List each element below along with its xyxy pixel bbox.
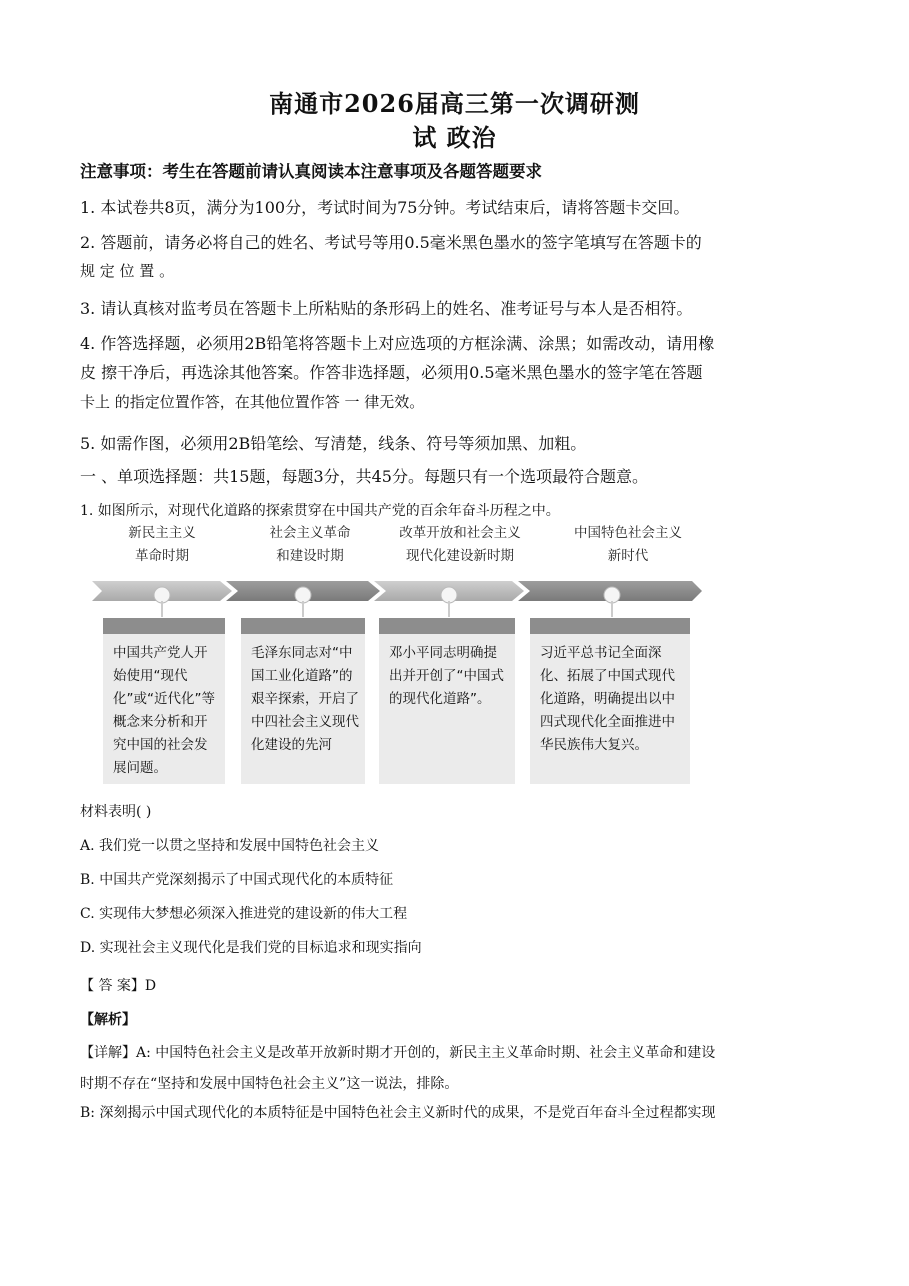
timeline-box-3-text: 邓小平同志明确提出并开创了“中国式的现代化道路”。 bbox=[389, 645, 504, 707]
exam-title-line1: 南通市2026届高三第一次调研测 bbox=[269, 89, 640, 118]
era-label-2-line1: 社会主义革命 bbox=[269, 525, 351, 541]
notice-item-3: 3. 请认真核对监考员在答题卡上所粘贴的条形码上的姓名、准考证号与本人是否相符。 bbox=[80, 299, 693, 318]
era-label-3-line2: 现代化建设新时期 bbox=[406, 548, 514, 564]
timeline-node-3 bbox=[441, 587, 457, 603]
timeline-box-1 bbox=[103, 618, 225, 784]
option-d: D. 实现社会主义现代化是我们党的目标追求和现实指向 bbox=[80, 940, 422, 956]
era-label-3-line1: 改革开放和社会主义 bbox=[399, 525, 521, 541]
era-label-2 bbox=[240, 522, 380, 568]
option-a: A. 我们党一以贯之坚持和发展中国特色社会主义 bbox=[80, 838, 380, 854]
notice-item-1: 1. 本试卷共8页，满分为100分，考试时间为75分钟。考试结束后，请将答题卡交回。 bbox=[80, 198, 690, 217]
section-heading: 一 、单项选择题：共15题，每题3分，共45分。每题只有一个选项最符合题意。 bbox=[80, 467, 648, 486]
timeline-box-3 bbox=[379, 618, 515, 784]
notice-heading: 注意事项：考生在答题前请认真阅读本注意事项及各题答题要求 bbox=[80, 162, 542, 181]
timeline-box-1-header bbox=[103, 618, 225, 634]
era-label-2-line2: 和建设时期 bbox=[276, 548, 344, 564]
timeline-node-2 bbox=[295, 587, 311, 603]
notice-item-4-line2: 皮 擦干净后，再选涂其他答案。作答非选择题，必须用0.5毫米黑色墨水的签字笔在答题 bbox=[80, 363, 703, 382]
option-b: B. 中国共产党深刻揭示了中国式现代化的本质特征 bbox=[80, 872, 394, 888]
timeline-box-1-text: 中国共产党人开始使用“现代化”或“近代化”等概念来分析和开究中国的社会发展问题。 bbox=[113, 645, 215, 776]
era-label-1 bbox=[92, 522, 232, 568]
timeline-box-4-header bbox=[530, 618, 690, 634]
question-stem: 1. 如图所示，对现代化道路的探索贯穿在中国共产党的百余年奋斗历程之中。 bbox=[80, 503, 560, 519]
timeline-arrow bbox=[92, 579, 704, 619]
era-label-4-line2: 新时代 bbox=[607, 548, 649, 564]
era-label-3 bbox=[384, 522, 536, 568]
timeline-node-1 bbox=[154, 587, 170, 603]
timeline-box-2 bbox=[241, 618, 365, 784]
detail-a-line2: 时期不存在“坚持和发展中国特色社会主义”这一说法，排除。 bbox=[80, 1076, 459, 1092]
notice-item-2-line2: 规 定 位 置 。 bbox=[80, 262, 175, 280]
notice-item-5: 5. 如需作图，必须用2B铅笔绘、写清楚，线条、符号等须加黑、加粗。 bbox=[80, 434, 587, 453]
era-label-4 bbox=[548, 522, 708, 568]
notice-item-4-line1: 4. 作答选择题，必须用2B铅笔将答题卡上对应选项的方框涂满、涂黑；如需改动，请用橡 bbox=[80, 334, 715, 353]
timeline-box-2-header bbox=[241, 618, 365, 634]
timeline-box-2-text: 毛泽东同志对“中国工业化道路”的艰辛探索，开启了中四社会主义现代化建设的先河 bbox=[251, 645, 359, 753]
timeline-box-4 bbox=[530, 618, 690, 784]
era-label-1-line1: 新民主主义 bbox=[128, 525, 196, 541]
analysis-heading: 【解析】 bbox=[80, 1012, 136, 1028]
question-prompt: 材料表明( ) bbox=[80, 804, 152, 820]
option-c: C. 实现伟大梦想必须深入推进党的建设新的伟大工程 bbox=[80, 906, 408, 922]
timeline-box-4-text: 习近平总书记全面深化、拓展了中国式现代化道路，明确提出以中四式现代化全面推进中华民族伟大复兴。 bbox=[540, 645, 675, 753]
timeline-figure bbox=[92, 522, 704, 792]
detail-a-line1: 【详解】A: 中国特色社会主义是改革开放新时期才开创的，新民主主义革命时期、社会主义革命和建设 bbox=[80, 1045, 716, 1061]
timeline-node-4 bbox=[604, 587, 620, 603]
timeline-box-3-header bbox=[379, 618, 515, 634]
notice-item-4-line3: 卡上 的指定位置作答，在其他位置作答 一 律无效。 bbox=[80, 393, 425, 411]
answer: 【 答 案】D bbox=[80, 978, 157, 994]
detail-b-line1: B: 深刻揭示中国式现代化的本质特征是中国特色社会主义新时代的成果，不是党百年奋斗全过程都实现 bbox=[80, 1105, 716, 1121]
era-label-4-line1: 中国特色社会主义 bbox=[574, 525, 682, 541]
exam-title-line2: 试 政治 bbox=[412, 123, 497, 152]
notice-item-2-line1: 2. 答题前，请务必将自己的姓名、考试号等用0.5毫米黑色墨水的签字笔填写在答题卡的 bbox=[80, 233, 702, 252]
era-label-1-line2: 革命时期 bbox=[135, 548, 189, 564]
